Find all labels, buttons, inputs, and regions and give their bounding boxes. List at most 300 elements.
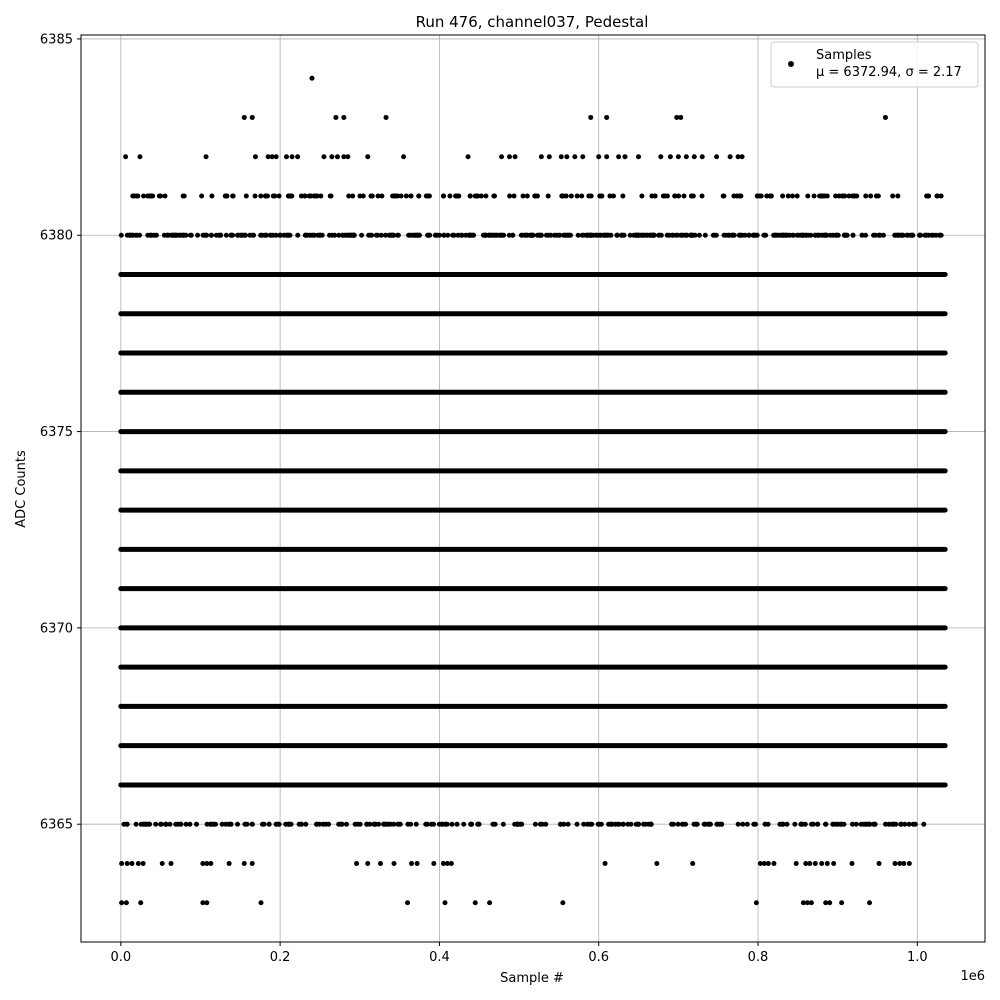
sample-point — [499, 154, 504, 159]
sample-point — [738, 193, 743, 198]
sample-point — [354, 861, 359, 866]
sample-point — [589, 822, 594, 827]
x-tick-label: 0.2 — [269, 950, 291, 965]
sample-point — [268, 233, 273, 238]
sample-point — [544, 233, 549, 238]
sample-point — [382, 822, 387, 827]
sample-point — [795, 233, 800, 238]
sample-point — [780, 822, 785, 827]
sample-point — [678, 115, 683, 120]
sample-point — [392, 861, 397, 866]
sample-point — [792, 822, 797, 827]
sample-point — [923, 233, 928, 238]
sample-point — [204, 900, 209, 905]
sample-point — [781, 233, 786, 238]
sample-point — [290, 154, 295, 159]
sample-point — [333, 115, 338, 120]
sample-point — [795, 193, 800, 198]
x-tick-label: 0.8 — [747, 950, 769, 965]
sample-point — [469, 822, 474, 827]
sample-point — [615, 822, 620, 827]
sample-point — [483, 233, 488, 238]
sample-point — [287, 193, 292, 198]
sample-point — [521, 193, 526, 198]
sample-point — [332, 233, 337, 238]
sample-point — [510, 233, 515, 238]
x-axis-label: Sample # — [500, 971, 564, 986]
sample-point — [447, 193, 452, 198]
sample-point — [335, 154, 340, 159]
sample-point — [160, 861, 165, 866]
sample-point — [450, 822, 455, 827]
sample-point — [598, 193, 603, 198]
sample-point — [249, 822, 254, 827]
sample-point — [622, 233, 627, 238]
sample-point — [738, 233, 743, 238]
sample-point — [740, 154, 745, 159]
sample-point — [184, 822, 189, 827]
sample-point — [636, 233, 641, 238]
sample-point — [622, 154, 627, 159]
sample-point — [125, 861, 130, 866]
sample-point — [876, 193, 881, 198]
sample-point — [267, 822, 272, 827]
sample-point — [766, 861, 771, 866]
sample-point — [357, 193, 362, 198]
sample-point — [596, 154, 601, 159]
sample-point — [918, 233, 923, 238]
sample-point — [250, 115, 255, 120]
sample-point — [163, 822, 168, 827]
sample-point — [239, 233, 244, 238]
sample-point — [320, 233, 325, 238]
sample-point — [913, 822, 918, 827]
sample-point — [539, 154, 544, 159]
sample-point — [688, 233, 693, 238]
sample-point — [803, 233, 808, 238]
sample-point — [867, 900, 872, 905]
sample-point — [119, 900, 124, 905]
sample-point — [154, 233, 159, 238]
sample-point — [258, 193, 263, 198]
sample-point — [852, 193, 857, 198]
x-axis-offset-label: 1e6 — [960, 969, 985, 984]
sample-point — [676, 154, 681, 159]
sample-point — [445, 233, 450, 238]
sample-point — [405, 900, 410, 905]
sample-point — [868, 193, 873, 198]
sample-point — [209, 233, 214, 238]
sample-point — [223, 822, 228, 827]
sample-point — [141, 861, 146, 866]
sample-point — [665, 233, 670, 238]
sample-point — [321, 154, 326, 159]
sample-point — [309, 76, 314, 81]
sample-point — [815, 822, 820, 827]
sample-point — [937, 233, 942, 238]
sample-point — [628, 233, 633, 238]
sample-point — [423, 822, 428, 827]
sample-point — [299, 822, 304, 827]
sample-point — [178, 233, 183, 238]
sample-point — [314, 822, 319, 827]
sample-point — [129, 861, 134, 866]
sample-point — [658, 154, 663, 159]
sample-point — [839, 900, 844, 905]
sample-point — [746, 233, 751, 238]
sample-point — [461, 822, 466, 827]
sample-point — [259, 900, 264, 905]
sample-point — [877, 861, 882, 866]
sample-point — [229, 822, 234, 827]
sample-point — [610, 822, 615, 827]
sample-point — [780, 193, 785, 198]
sample-point — [134, 822, 139, 827]
sample-point — [548, 233, 553, 238]
sample-point — [863, 233, 868, 238]
sample-point — [823, 822, 828, 827]
sample-point — [846, 193, 851, 198]
sample-point — [683, 822, 688, 827]
sample-point — [604, 115, 609, 120]
sample-point — [449, 861, 454, 866]
sample-point — [328, 193, 333, 198]
chart-title: Run 476, channel037, Pedestal — [415, 13, 649, 31]
y-tick-label: 6370 — [39, 621, 73, 637]
sample-point — [329, 154, 334, 159]
sample-point — [681, 193, 686, 198]
sample-point — [401, 154, 406, 159]
sample-point — [208, 861, 213, 866]
sample-point — [883, 115, 888, 120]
sample-point — [721, 193, 726, 198]
sample-point — [199, 193, 204, 198]
sample-point — [752, 233, 757, 238]
sample-point — [535, 193, 540, 198]
sample-point — [901, 861, 906, 866]
sample-point — [227, 861, 232, 866]
sample-point — [417, 233, 422, 238]
sample-point — [889, 822, 894, 827]
sample-point — [559, 154, 564, 159]
sample-point — [898, 822, 903, 827]
sample-point — [265, 193, 270, 198]
sample-point — [429, 822, 434, 827]
sample-point — [507, 193, 512, 198]
sample-point — [415, 861, 420, 866]
sample-point — [143, 822, 148, 827]
sample-point — [812, 193, 817, 198]
sample-point — [499, 233, 504, 238]
sample-point — [614, 233, 619, 238]
sample-point — [195, 233, 200, 238]
sample-point — [904, 233, 909, 238]
sample-point — [153, 822, 158, 827]
sample-point — [883, 822, 888, 827]
sample-point — [489, 233, 494, 238]
sample-point — [731, 193, 736, 198]
sample-point — [427, 193, 432, 198]
sample-point — [460, 233, 465, 238]
sample-point — [616, 154, 621, 159]
sample-point — [364, 822, 369, 827]
sample-point — [533, 822, 538, 827]
sample-point — [194, 822, 199, 827]
sample-point — [253, 193, 258, 198]
sample-point — [543, 822, 548, 827]
sample-point — [244, 193, 249, 198]
sample-point — [863, 822, 868, 827]
sample-point — [437, 233, 442, 238]
sample-point — [763, 233, 768, 238]
sample-point — [546, 193, 551, 198]
sample-point — [668, 154, 673, 159]
sample-point — [467, 233, 472, 238]
sample-point — [714, 154, 719, 159]
sample-point — [295, 154, 300, 159]
sample-point — [816, 233, 821, 238]
sample-point — [531, 233, 536, 238]
sample-point — [728, 154, 733, 159]
sample-point — [636, 154, 641, 159]
sample-point — [907, 822, 912, 827]
sample-point — [575, 193, 580, 198]
sample-point — [209, 193, 214, 198]
sample-point — [408, 193, 413, 198]
sample-point — [230, 193, 235, 198]
sample-point — [284, 154, 289, 159]
sample-point — [289, 822, 294, 827]
sample-point — [671, 822, 676, 827]
sample-point — [809, 900, 814, 905]
sample-point — [840, 193, 845, 198]
sample-point — [274, 822, 279, 827]
y-tick-label: 6375 — [39, 425, 73, 441]
sample-point — [642, 233, 647, 238]
sample-point — [784, 822, 789, 827]
sample-point — [260, 822, 265, 827]
sample-point — [173, 233, 178, 238]
sample-point — [654, 861, 659, 866]
sample-point — [676, 822, 681, 827]
sample-point — [379, 233, 384, 238]
sample-point — [453, 193, 458, 198]
sample-point — [657, 233, 662, 238]
sample-point — [450, 233, 455, 238]
sample-point — [395, 233, 400, 238]
sample-point — [124, 900, 129, 905]
sample-point — [611, 193, 616, 198]
sample-point — [589, 193, 594, 198]
sample-point — [892, 861, 897, 866]
sample-point — [274, 154, 279, 159]
sample-point — [242, 115, 247, 120]
sample-point — [475, 822, 480, 827]
sample-point — [604, 154, 609, 159]
sample-point — [213, 822, 218, 827]
legend-stats-label: μ = 6372.94, σ = 2.17 — [816, 65, 962, 80]
sample-point — [825, 193, 830, 198]
sample-point — [455, 822, 460, 827]
sample-point — [790, 193, 795, 198]
sample-point — [388, 822, 393, 827]
sample-point — [809, 822, 814, 827]
sample-point — [691, 193, 696, 198]
sample-point — [379, 193, 384, 198]
sample-point — [603, 861, 608, 866]
sample-point — [347, 233, 352, 238]
sample-point — [493, 822, 498, 827]
sample-point — [557, 233, 562, 238]
sample-point — [414, 822, 419, 827]
sample-point — [807, 861, 812, 866]
sample-point — [813, 861, 818, 866]
sample-point — [378, 861, 383, 866]
sample-point — [277, 193, 282, 198]
sample-point — [790, 233, 795, 238]
sample-point — [833, 193, 838, 198]
sample-point — [836, 233, 841, 238]
sample-point — [188, 233, 193, 238]
sample-point — [341, 115, 346, 120]
sample-point — [163, 193, 168, 198]
legend-marker — [788, 61, 794, 67]
sample-point — [513, 154, 518, 159]
sample-point — [442, 900, 447, 905]
sample-point — [699, 193, 704, 198]
sample-point — [149, 233, 154, 238]
sample-point — [149, 193, 154, 198]
sample-point — [674, 233, 679, 238]
sample-point — [697, 233, 702, 238]
sample-point — [263, 233, 268, 238]
x-tick-label: 0.6 — [588, 950, 610, 965]
sample-point — [119, 233, 124, 238]
sample-point — [651, 233, 656, 238]
sample-point — [315, 233, 320, 238]
sample-point — [343, 233, 348, 238]
sample-point — [692, 154, 697, 159]
sample-point — [288, 233, 293, 238]
sample-point — [123, 154, 128, 159]
sample-point — [224, 193, 229, 198]
sample-point — [575, 822, 580, 827]
sample-point — [507, 154, 512, 159]
sample-point — [564, 154, 569, 159]
y-tick-label: 6365 — [39, 817, 73, 833]
sample-point — [740, 822, 745, 827]
sample-point — [576, 233, 581, 238]
y-tick-label: 6380 — [39, 228, 73, 244]
sample-point — [580, 154, 585, 159]
sample-point — [561, 193, 566, 198]
x-tick-label: 0.0 — [110, 950, 132, 965]
sample-point — [594, 233, 599, 238]
sample-point — [344, 822, 349, 827]
sample-point — [404, 193, 409, 198]
sample-point — [224, 233, 229, 238]
sample-point — [711, 233, 716, 238]
sample-point — [636, 822, 641, 827]
sample-point — [931, 233, 936, 238]
sample-point — [398, 193, 403, 198]
sample-point — [588, 115, 593, 120]
sample-point — [703, 233, 708, 238]
sample-point — [141, 193, 146, 198]
sample-point — [517, 822, 522, 827]
sample-point — [466, 154, 471, 159]
sample-point — [303, 822, 308, 827]
sample-point — [851, 233, 856, 238]
sample-point — [302, 193, 307, 198]
sample-point — [119, 861, 124, 866]
sample-point — [405, 822, 410, 827]
sample-point — [157, 193, 162, 198]
sample-point — [921, 822, 926, 827]
sample-point — [392, 193, 397, 198]
sample-point — [409, 861, 414, 866]
sample-point — [719, 822, 724, 827]
sample-point — [585, 822, 590, 827]
sample-point — [859, 822, 864, 827]
sample-point — [845, 233, 850, 238]
sample-point — [365, 154, 370, 159]
sample-point — [643, 822, 648, 827]
sample-point — [771, 861, 776, 866]
sample-point — [229, 233, 234, 238]
sample-point — [345, 154, 350, 159]
legend-series-name: Samples — [816, 48, 872, 63]
sample-point — [794, 861, 799, 866]
sample-point — [881, 233, 886, 238]
sample-point — [834, 822, 839, 827]
sample-point — [443, 822, 448, 827]
sample-point — [431, 861, 436, 866]
sample-point — [771, 233, 776, 238]
sample-point — [167, 822, 172, 827]
sample-point — [706, 822, 711, 827]
sample-point — [487, 900, 492, 905]
sample-point — [876, 233, 881, 238]
sample-point — [525, 193, 530, 198]
sample-point — [895, 233, 900, 238]
sample-point — [830, 233, 835, 238]
sample-point — [625, 822, 630, 827]
sample-point — [512, 193, 517, 198]
sample-point — [907, 861, 912, 866]
sample-point — [501, 822, 506, 827]
sample-point — [648, 822, 653, 827]
sample-point — [384, 115, 389, 120]
sample-point — [722, 233, 727, 238]
sample-point — [700, 154, 705, 159]
y-axis-label: ADC Counts — [14, 450, 29, 528]
sample-point — [871, 822, 876, 827]
sample-point — [684, 154, 689, 159]
sample-point — [827, 900, 832, 905]
sample-point — [538, 822, 543, 827]
sample-point — [483, 193, 488, 198]
sample-point — [473, 193, 478, 198]
sample-point — [388, 233, 393, 238]
sample-point — [173, 822, 178, 827]
sample-point — [732, 233, 737, 238]
sample-point — [569, 193, 574, 198]
sample-point — [825, 861, 830, 866]
sample-point — [358, 822, 363, 827]
sample-point — [939, 193, 944, 198]
x-tick-label: 1.0 — [906, 950, 928, 965]
